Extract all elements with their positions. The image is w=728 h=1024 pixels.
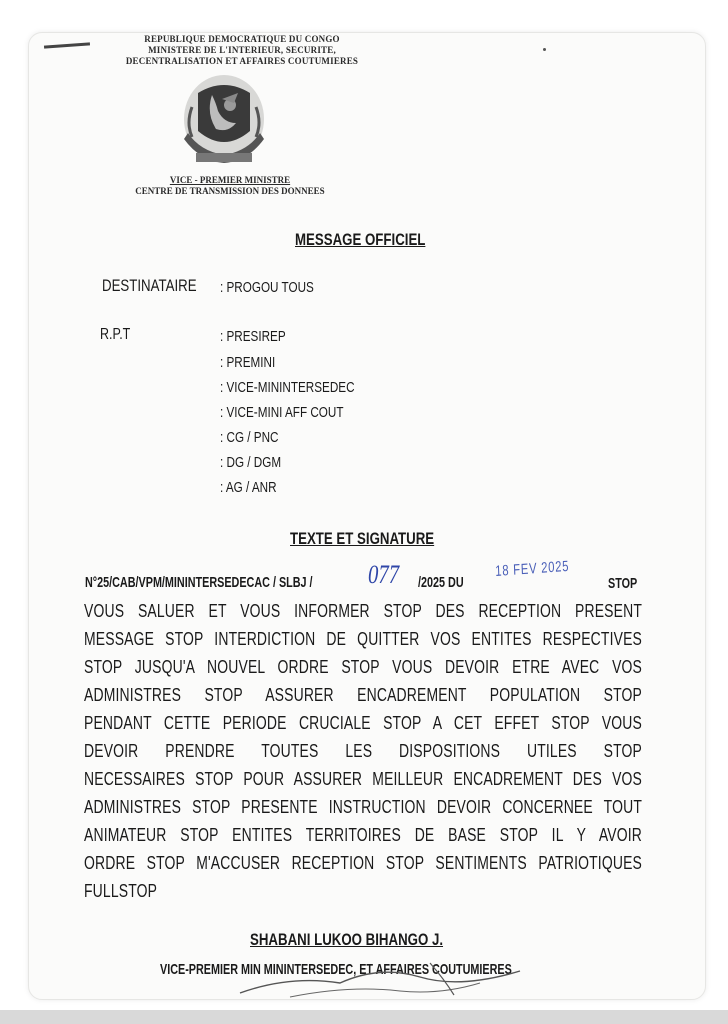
document-title: MESSAGE OFFICIEL [295,230,426,249]
body-line: VOUS SALUER ET VOUS INFORMER STOP DES RECEPTION PRESENT [84,601,642,621]
body-line: DEVOIR PRENDRE TOUTES LES DISPOSITIONS UTILES STOP [84,741,642,761]
body-line: FULLSTOP [84,881,158,901]
rpt-item: : PRESIREP [220,328,286,345]
reference-prefix: N°25/CAB/VPM/MININTERSEDECAC / SLBJ / [85,574,313,591]
issuer-title: VICE - PREMIER MINISTRE [169,175,291,185]
header-ministry: MINISTERE DE L'INTERIEUR, SECURITE, [148,45,336,55]
rpt-item: : CG / PNC [220,429,279,446]
header-country: REPUBLIQUE DEMOCRATIQUE DU CONGO [144,34,340,44]
rpt-item: : VICE-MINI AFF COUT [220,404,344,421]
body-line: ANIMATEUR STOP ENTITES TERRITOIRES DE BASE STOP IL Y AVOIR [84,825,642,845]
body-line: ADMINISTRES STOP ASSURER ENCADREMENT POPULATION STOP [84,685,642,705]
bottom-strip [0,1010,728,1024]
body-line: NECESSAIRES STOP POUR ASSURER MEILLEUR ENCADREMENT DES VOS [84,769,642,789]
header-ministry-cont: DECENTRALISATION ET AFFAIRES COUTUMIERES [125,56,359,66]
body-line: PENDANT CETTE PERIODE CRUCIALE STOP A CET EFFET STOP VOUS [84,713,642,733]
recipient-label: DESTINATAIRE [102,276,197,295]
reference-year: /2025 DU [418,574,464,591]
body-line: ORDRE STOP M'ACCUSER RECEPTION STOP SENTIMENTS PATRIOTIQUES [84,853,642,873]
section-title: TEXTE ET SIGNATURE [290,529,435,548]
rpt-item: : PREMINI [220,354,276,371]
dot-mark [543,48,546,51]
rpt-label: R.P.T [100,326,131,343]
signatory-name: SHABANI LUKOO BIHANGO J. [250,930,444,949]
reference-stop: STOP [608,575,638,592]
issuer-center: CENTRE DE TRANSMISSION DES DONNEES [135,186,325,196]
drc-coat-of-arms-icon [178,73,270,171]
rpt-item: : AG / ANR [220,479,277,496]
date-stamp: 18 FEV 2025 [495,557,570,580]
recipient-value: : PROGOU TOUS [220,279,314,296]
body-line: STOP JUSQU'A NOUVEL ORDRE STOP VOUS DEVOIR ETRE AVEC VOS [84,657,642,677]
rpt-item: : DG / DGM [220,454,282,471]
signatory-title: VICE-PREMIER MIN MININTERSEDEC, ET AFFAIRES COUTUMIERES [160,961,512,978]
rpt-item: : VICE-MININTERSEDEC [220,379,355,396]
body-line: MESSAGE STOP INTERDICTION DE QUITTER VOS ENTITES RESPECTIVES [84,629,642,649]
handwritten-reference-number: 077 [368,560,400,589]
body-line: ADMINISTRES STOP PRESENTE INSTRUCTION DEVOIR CONCERNEE TOUT [84,797,642,817]
